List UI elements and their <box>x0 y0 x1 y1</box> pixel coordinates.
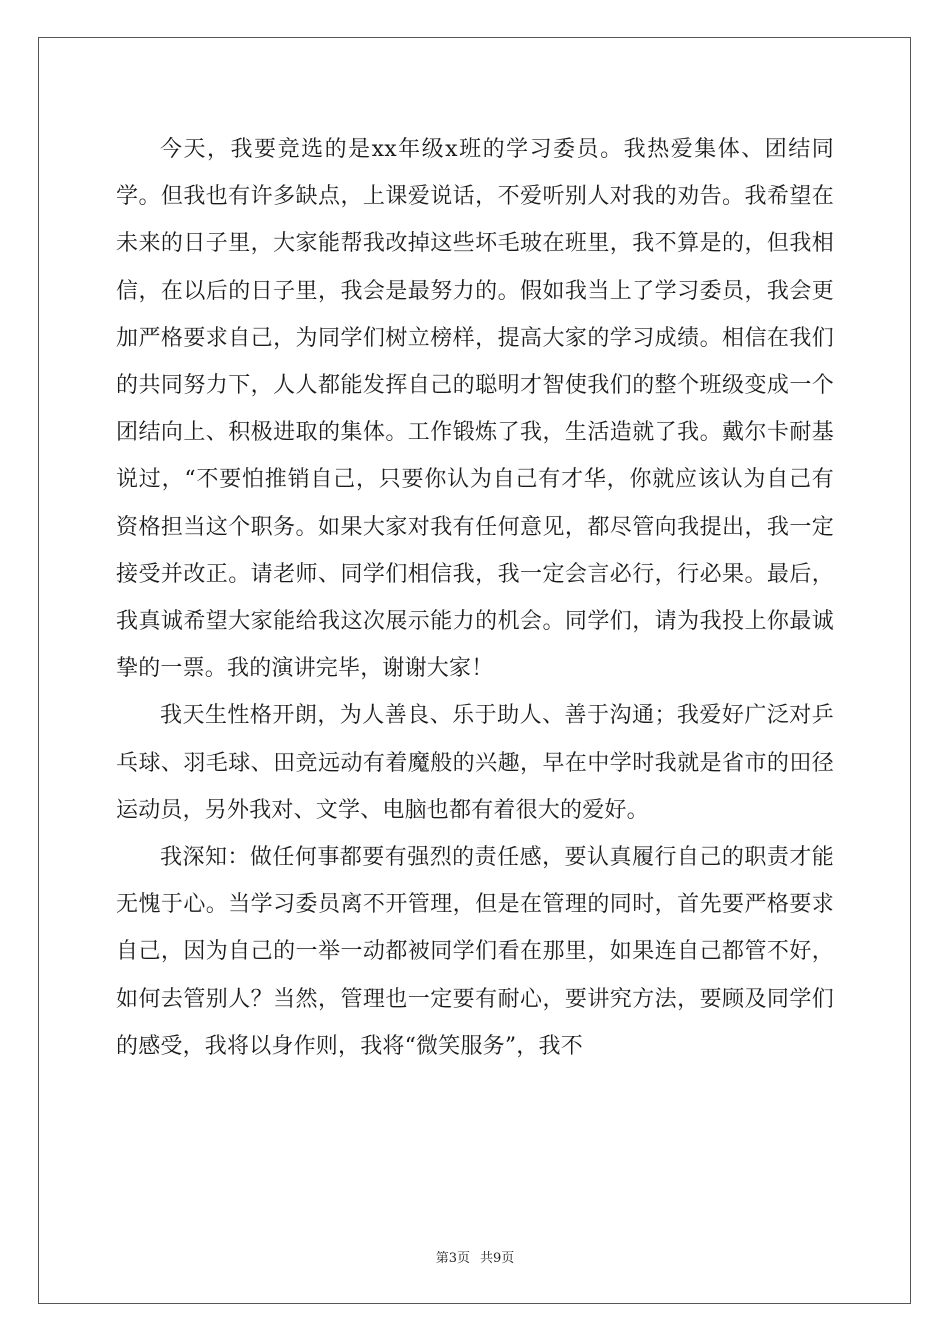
paragraph-personality: 我天生性格开朗，为人善良、乐于助人、善于沟通；我爱好广泛对乒乓球、羽毛球、田竞远动有着魔般的兴趣，早在中学时我就是省市的田径运动员，另外我对、文学、电脑也都有着很大的爱好。 <box>116 703 834 823</box>
page-number: 第3页 <box>435 1251 470 1266</box>
paragraph-responsibility: 我深知：做任何事都要有强烈的责任感，要认真履行自己的职责才能无愧于心。当学习委员离不开管理，但是在管理的同时，首先要严格要求自己，因为自己的一举一动都被同学们看在那里，如果连自己都管不好，如何去管别人？当然，管理也一定要有耐心，要讲究方法，要顾及同学们的感受，我将以身作则，我将“微笑服务”，我不 <box>116 845 834 1059</box>
document-body <box>116 126 834 1070</box>
page-total: 共9页 <box>480 1251 515 1266</box>
paragraph-speech: 今天，我要竞选的是xx年级x班的学习委员。我热爱集体、团结同学。但我也有许多缺点，上课爱说话，不爱听别人对我的劝告。我希望在未来的日子里，大家能帮我改掉这些坏毛玻在班里，我不算是的，但我相信，在以后的日子里，我会是最努力的。假如我当上了学习委员，我会更加严格要求自己，为同学们树立榜样，提高大家的学习成绩。相信在我们的共同努力下，人人都能发挥自己的聪明才智使我们的整个班级变成一个团结向上、积极进取的集体。工作锻炼了我，生活造就了我。戴尔卡耐基说过，“不要怕推销自己，只要你认为自己有才华，你就应该认为自己有资格担当这个职务。如果大家对我有任何意见，都尽管向我提出，我一定接受并改正。请老师、同学们相信我，我一定会言必行，行必果。最后，我真诚希望大家能给我这次展示能力的机会。同学们，请为我投上你最诚挚的一票。我的演讲完毕，谢谢大家！ <box>116 137 834 682</box>
page-footer <box>0 1247 950 1266</box>
